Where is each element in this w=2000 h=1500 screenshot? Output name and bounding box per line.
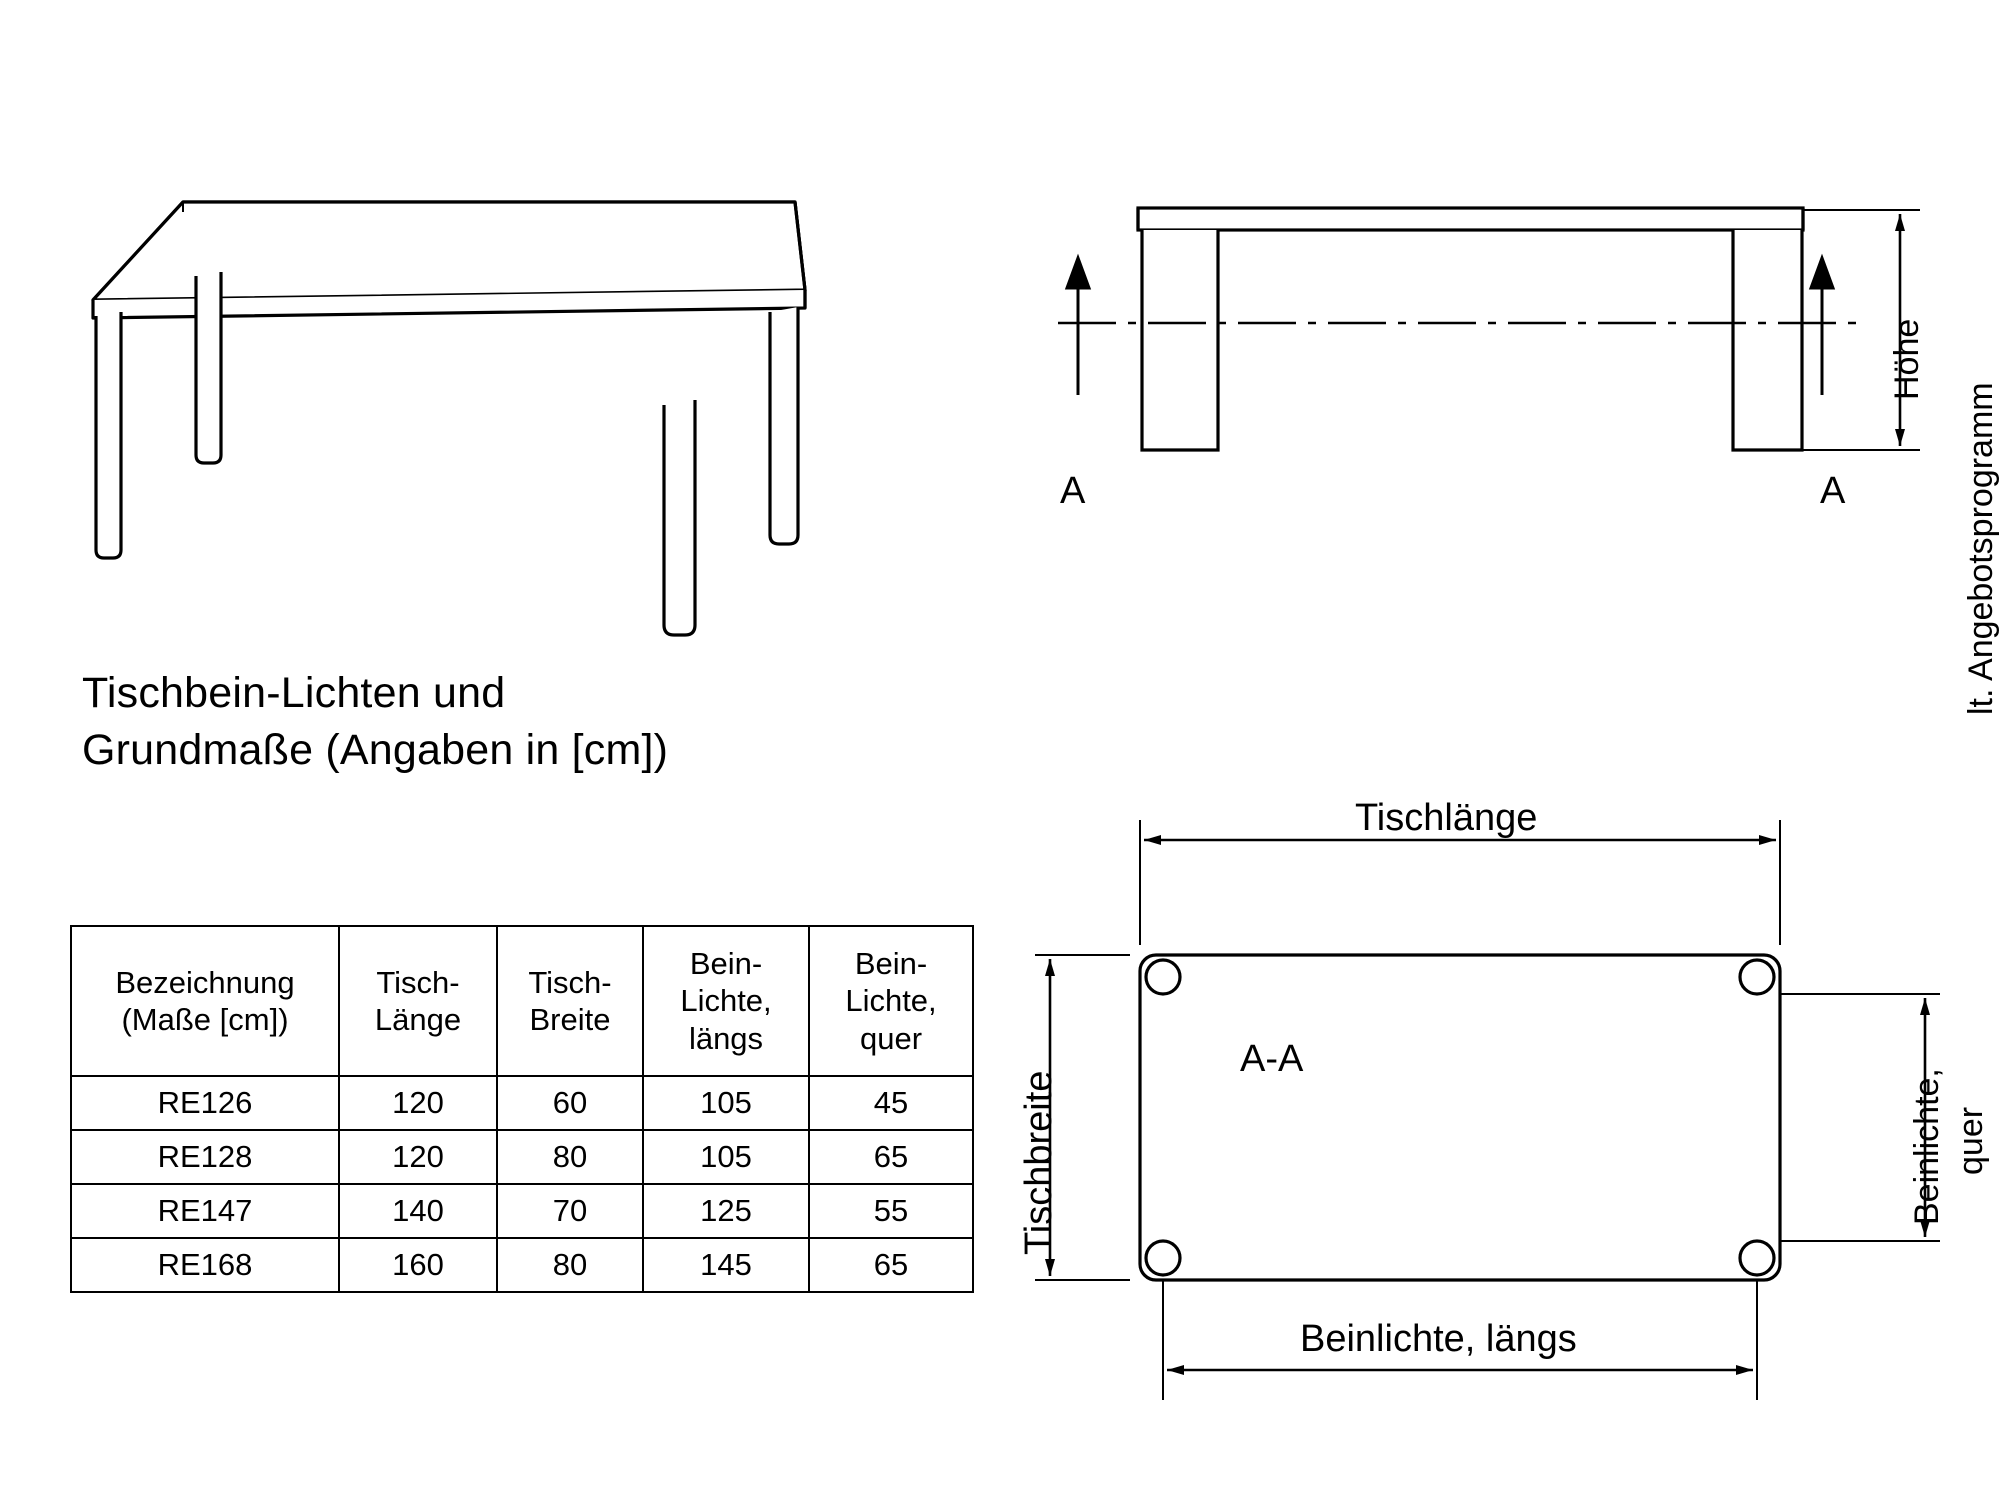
section-mark-right-label: A: [1820, 470, 1846, 512]
column-header-bezeichnung-line2: (Maße [cm]): [121, 1002, 289, 1037]
cell-bezeichnung: RE168: [71, 1238, 339, 1292]
cell-tischlaenge: 120: [339, 1076, 497, 1130]
table-row: [71, 1076, 973, 1130]
table-body: [71, 1076, 973, 1292]
column-header-tischbreite-line1: Tisch-: [528, 964, 612, 1000]
cell-bezeichnung: RE126: [71, 1076, 339, 1130]
plan-left-dimension-label: Tischbreite: [1018, 1070, 1060, 1255]
plan-view: [1140, 955, 1780, 1280]
plan-top-dimension-label: Tischlänge: [1355, 797, 1538, 839]
column-header-beinlichte-quer: [809, 926, 973, 1076]
section-mark-left-label: A: [1060, 470, 1086, 512]
table-header: [71, 926, 973, 1076]
cell-beinlichte-laengs: 125: [643, 1184, 809, 1238]
cell-beinlichte-laengs: 105: [643, 1076, 809, 1130]
height-note-label: lt. Angebotsprogramm: [1962, 382, 2000, 715]
column-header-beinlichte-quer-line3: quer: [859, 1020, 923, 1056]
cell-tischbreite: 70: [497, 1184, 643, 1238]
height-dimension-label: Höhe: [1888, 318, 1926, 400]
column-header-bezeichnung-line1: Bezeichnung: [115, 964, 295, 1000]
plan-bottom-dimension-label: Beinlichte, längs: [1300, 1318, 1577, 1360]
cell-tischlaenge: 120: [339, 1130, 497, 1184]
table-row: [71, 1184, 973, 1238]
column-header-beinlichte-laengs-line2: Lichte,: [680, 983, 772, 1019]
cell-beinlichte-laengs: 145: [643, 1238, 809, 1292]
column-header-tischbreite: [497, 926, 643, 1076]
column-header-tischlaenge-line1: Tisch-: [376, 964, 460, 1000]
cell-bezeichnung: RE128: [71, 1130, 339, 1184]
cell-tischlaenge: 140: [339, 1184, 497, 1238]
column-header-tischlaenge: [339, 926, 497, 1076]
elevation-view: [1058, 208, 1860, 450]
cell-beinlichte-quer: 45: [809, 1076, 973, 1130]
column-header-beinlichte-laengs-line1: Bein-: [689, 946, 763, 982]
plan-right-dimension-label-line2: quer: [1952, 1106, 1990, 1175]
column-header-tischlaenge-line2: Länge: [374, 1002, 462, 1037]
plan-section-label: A-A: [1240, 1038, 1304, 1080]
column-header-tischbreite-line2: Breite: [529, 1002, 611, 1037]
column-header-beinlichte-laengs: [643, 926, 809, 1076]
cell-beinlichte-laengs: 105: [643, 1130, 809, 1184]
table-row: [71, 1238, 973, 1292]
cell-bezeichnung: RE147: [71, 1184, 339, 1238]
cell-beinlichte-quer: 65: [809, 1238, 973, 1292]
cell-tischbreite: 60: [497, 1076, 643, 1130]
column-header-beinlichte-quer-line1: Bein-: [854, 946, 928, 982]
caption-line-1: Tischbein-Lichten und: [82, 669, 506, 717]
dimensions-table: [70, 925, 974, 1293]
column-header-beinlichte-quer-line2: Lichte,: [845, 983, 937, 1019]
cell-tischlaenge: 160: [339, 1238, 497, 1292]
column-header-beinlichte-laengs-line3: längs: [688, 1020, 764, 1056]
cell-tischbreite: 80: [497, 1238, 643, 1292]
cell-tischbreite: 80: [497, 1130, 643, 1184]
cell-beinlichte-quer: 65: [809, 1130, 973, 1184]
caption: [82, 665, 1042, 779]
plan-right-dimension-label-line1: Beinlichte,: [1908, 1068, 1946, 1225]
caption-line-2: Grundmaße (Angaben in [cm]): [82, 726, 669, 775]
cell-beinlichte-quer: 55: [809, 1184, 973, 1238]
table-row: [71, 1130, 973, 1184]
table-header-row: [71, 926, 973, 1076]
isometric-table-illustration: [93, 202, 805, 635]
column-header-bezeichnung: [71, 926, 339, 1076]
